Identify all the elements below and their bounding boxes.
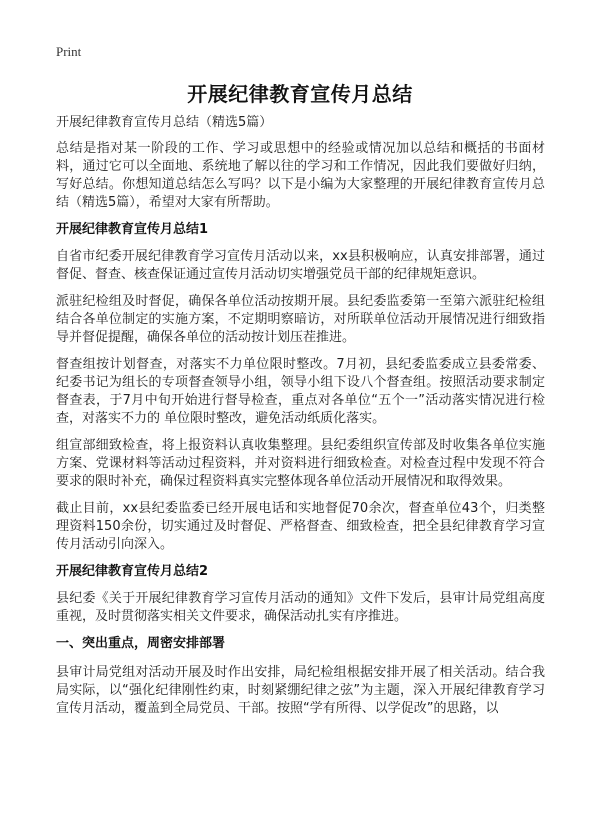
- section-heading: 开展纪律教育宣传月总结1: [56, 222, 209, 237]
- print-link[interactable]: Print: [56, 44, 82, 59]
- subsection-heading: 一、突出重点，周密安排部署: [56, 636, 226, 651]
- section-heading: 开展纪律教育宣传月总结2: [56, 564, 209, 579]
- section-paragraph: 县审计局党组对活动开展及时作出安排，局纪检组根据安排开展了相关活动。结合我局实际，以“强化纪律刚性约束，时刻紧绷纪律之弦”为主题，深入开展纪律教育学习宣传月活动，覆盖到全局党员、干部。按照“学有所得、以学促改”的思路，以: [56, 665, 545, 716]
- document-body: [56, 114, 545, 727]
- intro-paragraph: 总结是指对某一阶段的工作、学习或思想中的经验或情况加以总结和概括的书面材料，通过它可以全面地、系统地了解以往的学习和工作情况，因此我们要做好归纳，写好总结。你想知道总结怎么写吗？以下是小编为大家整理的开展纪律教育宣传月总结（精选5篇），希望对大家有所帮助。: [56, 141, 545, 210]
- section-paragraph: 自省市纪委开展纪律教育学习宣传月活动以来，xx县积极响应，认真安排部署，通过督促、督查、核查保证通过宣传月活动切实增强党员干部的纪律规矩意识。: [56, 249, 545, 282]
- section-paragraph: 组宣部细致检查，将上报资料认真收集整理。县纪委组织宣传部及时收集各单位实施方案、党课材料等活动过程资料，并对资料进行细致检查。对检查过程中发现不符合要求的限时补充，确保过程资料真实完整体现各单位活动开展情况和取得效果。: [56, 438, 545, 489]
- section-paragraph: 派驻纪检组及时督促，确保各单位活动按期开展。县纪委监委第一至第六派驻纪检组结合各单位制定的实施方案，不定期明察暗访，对所联单位活动开展情况进行细致指导并督促提醒，确保各单位的活动按计划压茬推进。: [56, 294, 545, 345]
- page-title: 开展纪律教育宣传月总结: [187, 82, 413, 106]
- section-paragraph: 督查组按计划督查，对落实不力单位限时整改。7月初，县纪委监委成立县委常委、纪委书记为组长的专项督查领导小组，领导小组下设八个督查组。按照活动要求制定督查表，于7月中旬开始进行督导检查，重点对各单位“五个一”活动落实情况进行检查，对落实不力的 单位限时整改，避免活动纸质化落实。: [56, 357, 545, 426]
- section-paragraph: 县纪委《关于开展纪律教育学习宣传月活动的通知》文件下发后，县审计局党组高度重视，及时贯彻落实相关文件要求，确保活动扎实有序推进。: [56, 591, 545, 624]
- document-subtitle: 开展纪律教育宣传月总结（精选5篇）: [56, 115, 273, 130]
- section-paragraph: 截止目前，xx县纪委监委已经开展电话和实地督促70余次，督查单位43个，归类整理资料150余份，切实通过及时督促、严格督查、细致检查，把全县纪律教育学习宣传月活动引向深入。: [56, 501, 545, 552]
